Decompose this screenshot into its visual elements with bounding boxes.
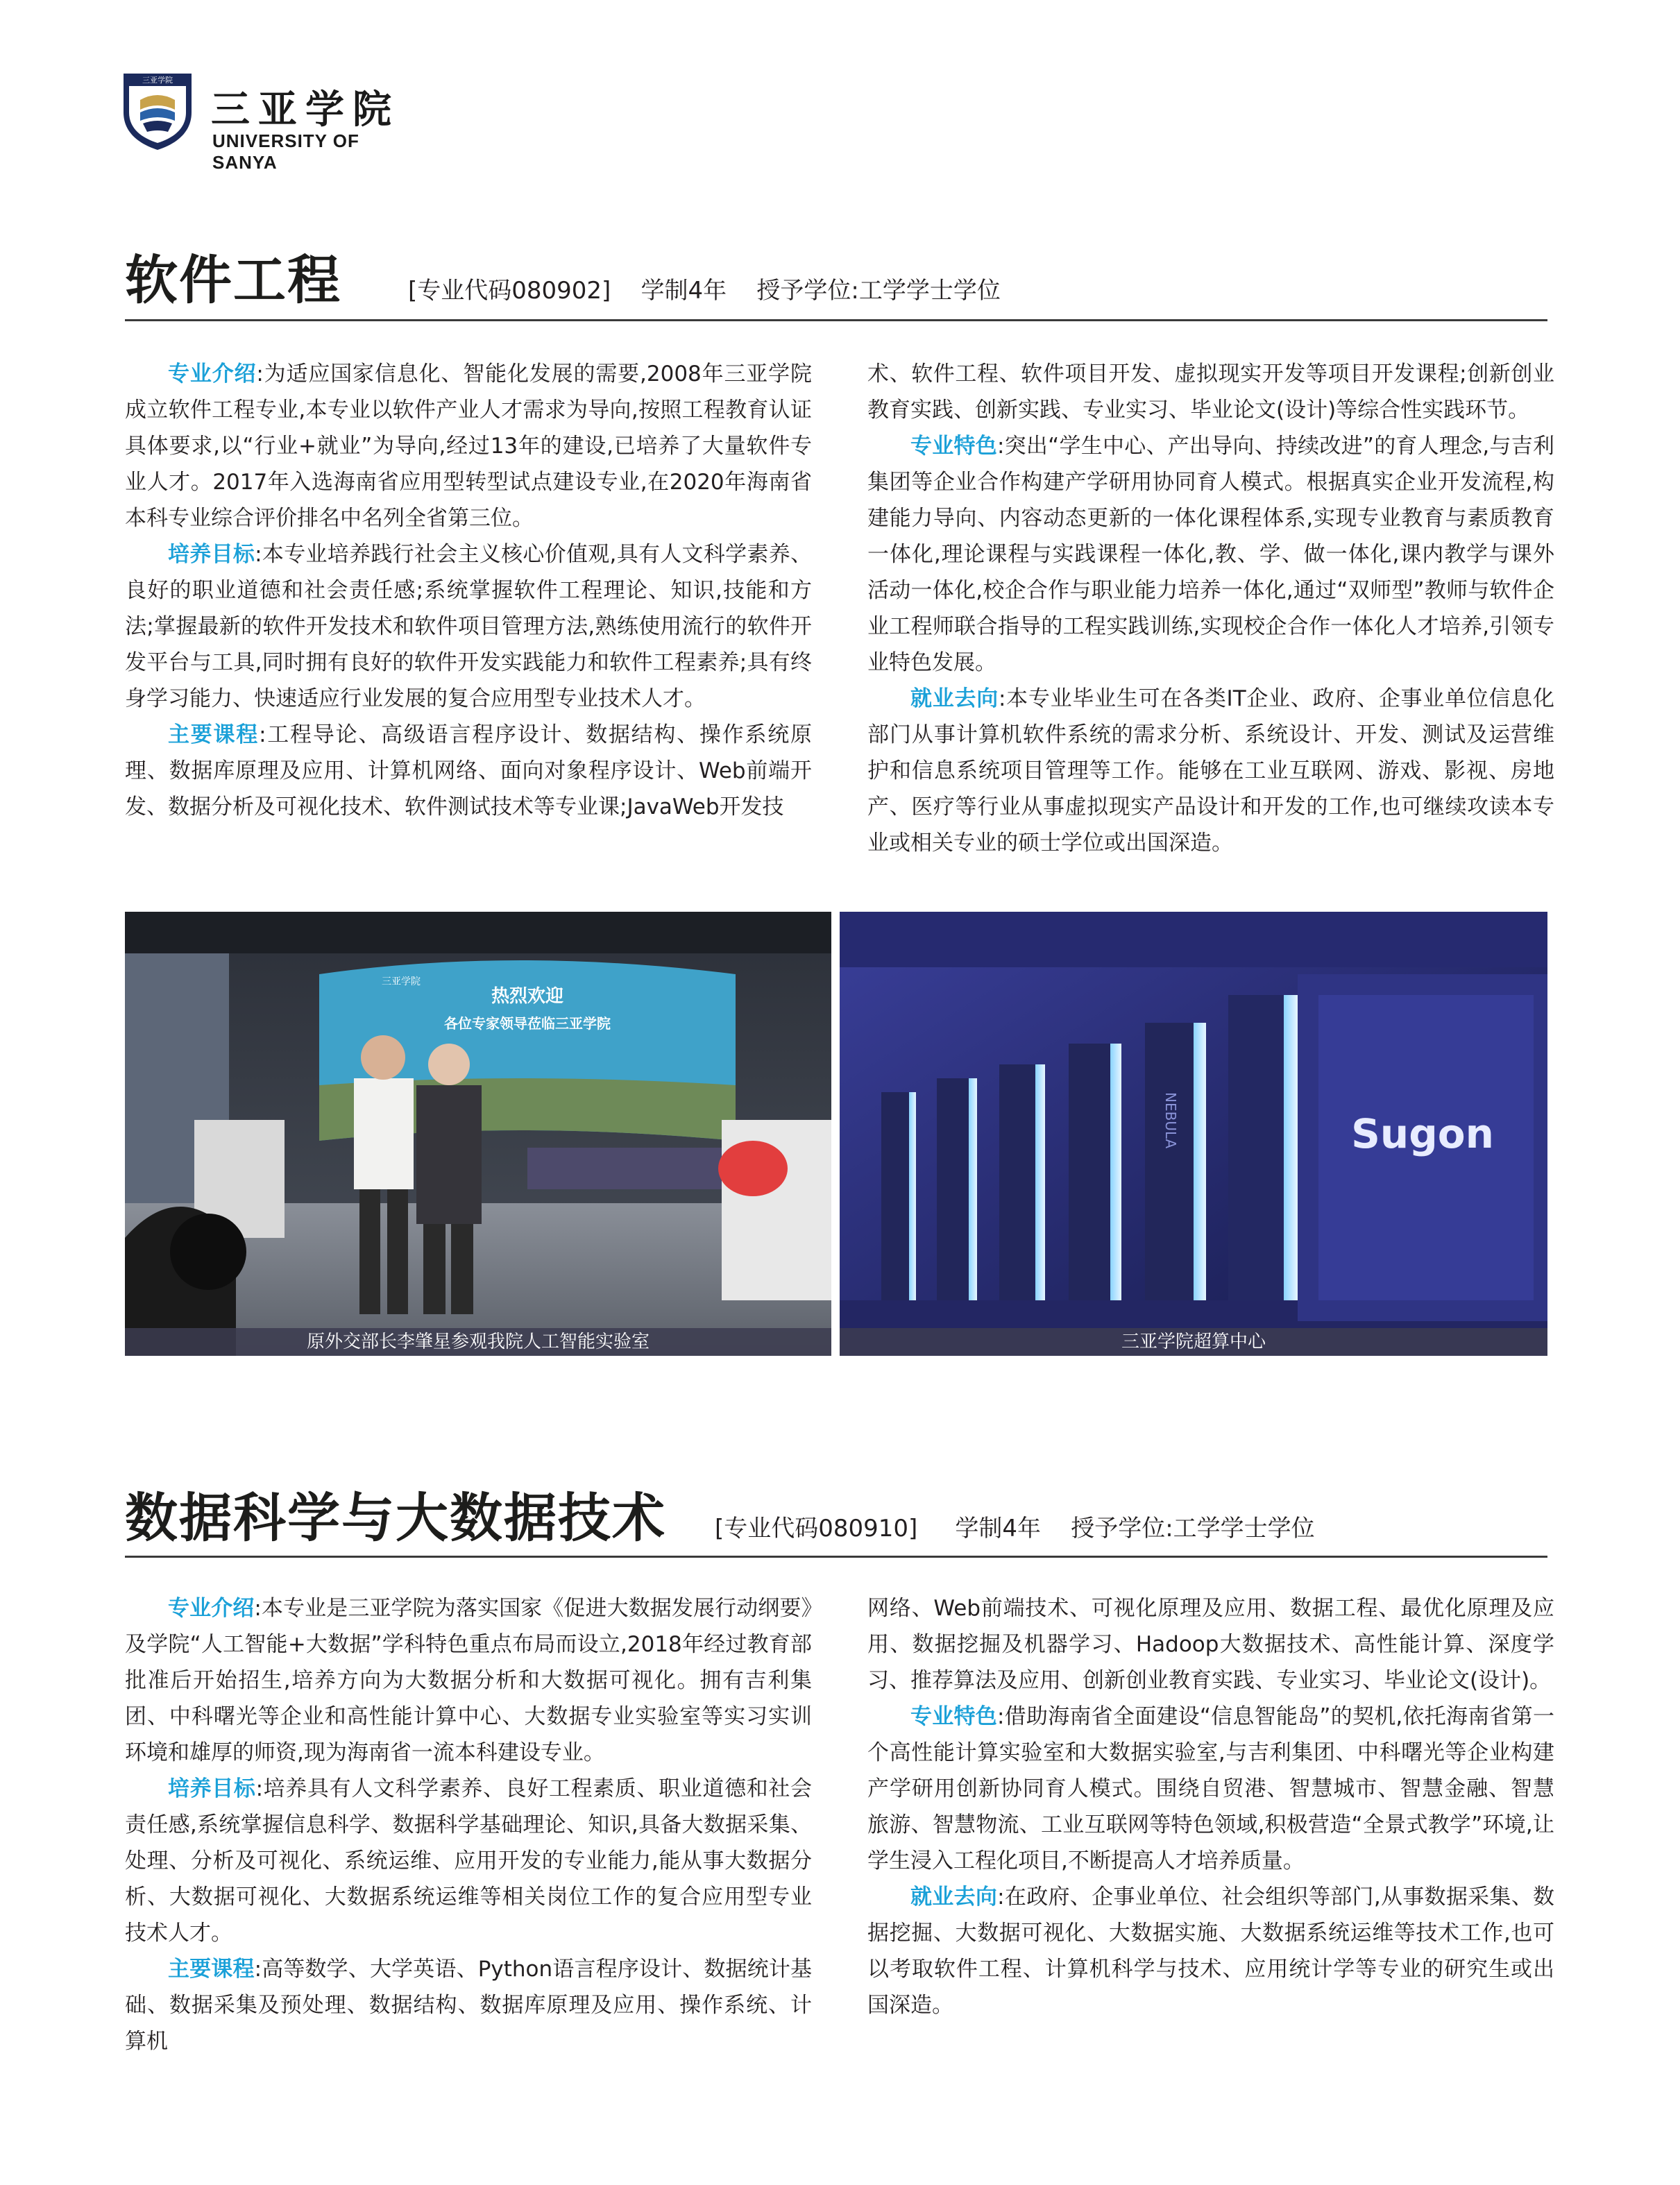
label: 就业去向 [910,1885,998,1910]
label: 培养目标 [168,1776,256,1801]
paragraph [867,1699,1554,1879]
label: 培养目标 [168,542,255,567]
label: 就业去向 [910,686,999,711]
paragraph-text: :在政府、企事业单位、社会组织等部门,从事数据采集、数据挖掘、大数据可视化、大数据实施、大数据系统运维等技术工作,也可以考取软件工程、计算机科学与技术、应用统计学等专业的研究生或出国深造。 [867,1885,1555,2018]
server-room-scene [840,912,1547,1356]
paragraph-text: :借助海南省全面建设“信息智能岛”的契机,依托海南省第一个高性能计算实验室和大数据实验室,与吉利集团、中科曙光等企业构建产学研用创新协同育人模式。围绕自贸港、智慧城市、智慧金融、智慧旅游、智慧物流、工业互联网等特色领域,积极营造“全景式教学”环境,让学生浸入工程化项目,不断提高人才培养质量。 [867,1704,1555,1873]
svg-text:Sugon: Sugon [1351,1110,1494,1157]
svg-text:NEBULA: NEBULA [1162,1092,1179,1149]
paragraph-text: :突出“学生中心、产出导向、持续改进”的育人理念,与吉利集团等企业合作构建产学研用协同育人模式。根据真实企业开发流程,构建能力导向、内容动态更新的一体化课程体系,实现专业教育与素质教育一体化,理论课程与实践课程一体化,教、学、做一体化,课内教学与课外活动一体化,校企合作与职业能力培养一体化,通过“双师型”教师与软件企业工程师联合指导的工程实践训练,实现校企合作一体化人才培养,引领专业特色发展。 [867,434,1555,675]
paragraph: 术、软件工程、软件项目开发、虚拟现实开发等项目开发课程;创新创业教育实践、创新实践、专业实习、毕业论文(设计)等综合性实践环节。 [867,362,1554,423]
section2-left-column [125,1590,812,2059]
paragraph [125,1771,812,1951]
paragraph [867,1879,1554,2023]
logo-english-name: UNIVERSITY OF SANYA [212,130,359,173]
photo-supercomputing-center [840,912,1547,1356]
ai-lab-scene [125,912,831,1356]
section1-right-column [867,356,1554,861]
section2-right-column [867,1590,1554,2023]
label: 主要课程 [168,722,260,747]
section1-divider [125,319,1547,321]
university-logo [119,69,425,173]
section2-title: 数据科学与大数据技术 [125,1487,666,1549]
label: 专业介绍 [168,362,257,386]
svg-text:三亚学院: 三亚学院 [382,976,421,987]
paragraph [125,356,812,536]
label: 专业特色 [910,1704,997,1729]
paragraph-text: :培养具有人文科学素养、良好工程素质、职业道德和社会责任感,系统掌握信息科学、数据科学基础理论、知识,具备大数据采集、处理、分析及可视化、系统运维、应用开发的专业能力,能从事大数据分析、大数据可视化、大数据系统运维等相关岗位工作的复合应用型专业技术人才。 [125,1776,812,1946]
section1-title: 软件工程 [125,249,341,311]
paragraph [867,681,1554,861]
photo-caption: 原外交部长李肇星参观我院人工智能实验室 [125,1328,831,1356]
section1-meta: [专业代码080902] 学制4年 授予学位:工学学士学位 [408,277,1001,305]
paragraph [867,428,1554,681]
paragraph: 网络、Web前端技术、可视化原理及应用、数据工程、最优化原理及应用、数据挖掘及机器学习、Hadoop大数据技术、高性能计算、深度学习、推荐算法及应用、创新创业教育实践、专业实习、毕业论文(设计)。 [867,1596,1554,1693]
label: 专业特色 [910,434,997,459]
paragraph-text: :本专业培养践行社会主义核心价值观,具有人文科学素养、良好的职业道德和社会责任感;系统掌握软件工程理论、知识,技能和方法;掌握最新的软件开发技术和软件项目管理方法,熟练使用流行的软件开发平台与工具,同时拥有良好的软件开发实践能力和软件工程素养;具有终身学习能力、快速适应行业发展的复合应用型专业技术人才。 [125,542,813,711]
paragraph-text: :为适应国家信息化、智能化发展的需要,2008年三亚学院成立软件工程专业,本专业以软件产业人才需求为导向,按照工程教育认证具体要求,以“行业+就业”为导向,经过13年的建设,已培养了大量软件专业人才。2017年入选海南省应用型转型试点建设专业,在2020年海南省本科专业综合评价排名中名列全省第三位。 [125,362,812,531]
paragraph [125,717,812,825]
section2-divider [125,1556,1547,1558]
label: 主要课程 [168,1957,255,1982]
photo-caption: 三亚学院超算中心 [840,1328,1547,1356]
paragraph-text: :工程导论、高级语言程序设计、数据结构、操作系统原理、数据库原理及应用、计算机网络、面向对象程序设计、Web前端开发、数据分析及可视化技术、软件测试技术等专业课;JavaWeb开发技 [125,722,812,819]
university-shield-icon [119,69,196,151]
paragraph [125,1951,812,2059]
paragraph-text: :本专业是三亚学院为落实国家《促进大数据发展行动纲要》及学院“人工智能+大数据”学科特色重点布局而设立,2018年经过教育部批准后开始招生,培养方向为大数据分析和大数据可视化。拥有吉利集团、中科曙光等企业和高性能计算中心、大数据专业实验室等实习实训环境和雄厚的师资,现为海南省一流本科建设专业。 [125,1596,812,1765]
svg-text:各位专家领导莅临三亚学院: 各位专家领导莅临三亚学院 [444,1015,611,1032]
photo-ai-lab-visit [125,912,831,1356]
section2-meta: [专业代码080910] 学制4年 授予学位:工学学士学位 [715,1515,1315,1542]
svg-text:热烈欢迎: 热烈欢迎 [491,986,564,1007]
paragraph [125,536,812,717]
paragraph-text: :高等数学、大学英语、Python语言程序设计、数据统计基础、数据采集及预处理、数据结构、数据库原理及应用、操作系统、计算机 [125,1957,812,2054]
label: 专业介绍 [168,1596,255,1621]
logo-chinese-name: 三亚学院 [211,87,400,133]
paragraph [125,1590,812,1771]
svg-text:三亚学院: 三亚学院 [142,76,173,85]
section1-left-column [125,356,812,825]
paragraph-text: :本专业毕业生可在各类IT企业、政府、企事业单位信息化部门从事计算机软件系统的需求分析、系统设计、开发、测试及运营维护和信息系统项目管理等工作。能够在工业互联网、游戏、影视、房地产、医疗等行业从事虚拟现实产品设计和开发的工作,也可继续攻读本专业或相关专业的硕士学位或出国深造。 [867,686,1554,856]
